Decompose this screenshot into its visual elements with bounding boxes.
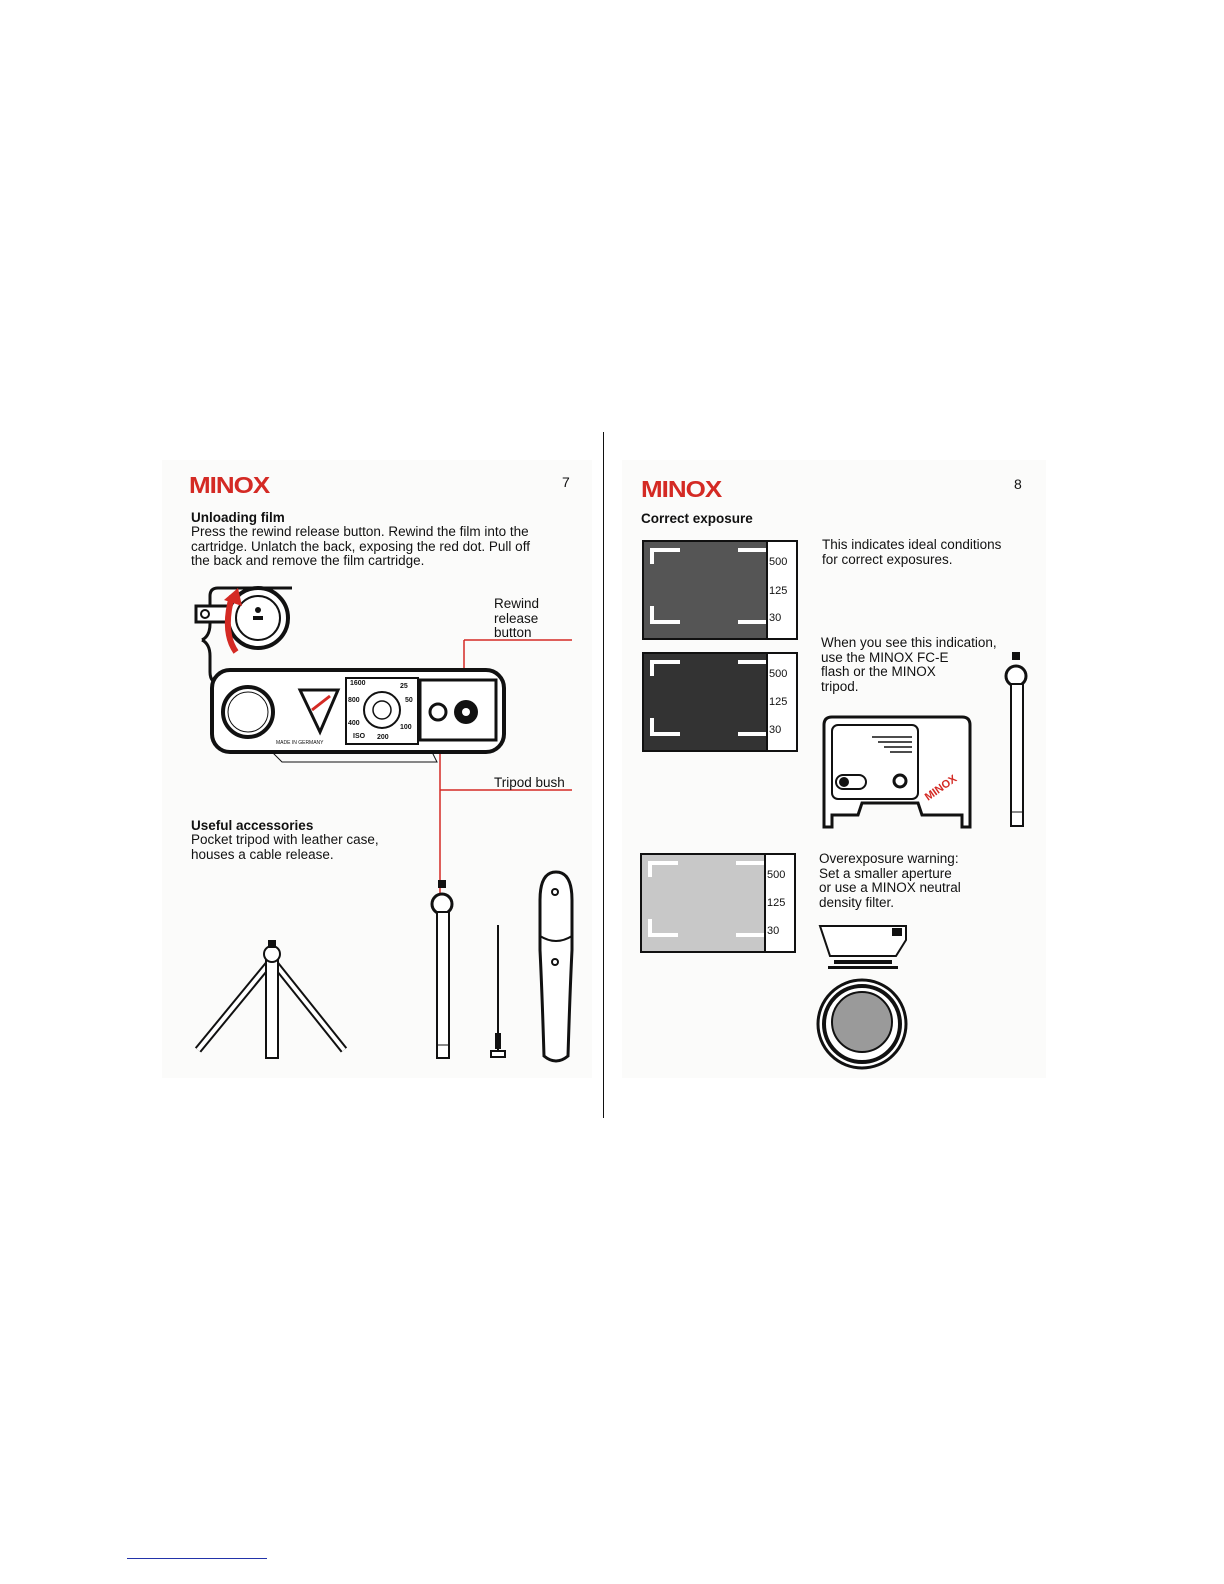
page-number: 7	[562, 474, 570, 490]
correct-exposure-heading: Correct exposure	[641, 511, 753, 526]
flash-illustration	[822, 715, 978, 831]
iso-100: 100	[400, 724, 412, 731]
rewind-release-label: Rewind release button	[494, 596, 540, 641]
unloading-heading: Unloading film	[191, 510, 285, 525]
scale-500: 500	[767, 869, 786, 881]
left-page	[162, 460, 592, 1078]
scale-30: 30	[769, 612, 782, 624]
pocket-tripod-illustration	[190, 940, 360, 1070]
right-page	[622, 460, 1046, 1078]
viewfinder-low-light	[642, 652, 798, 752]
viewfinder-overexposure	[640, 853, 796, 953]
page-number: 8	[1014, 476, 1022, 492]
center-divider	[603, 432, 604, 1118]
iso-200: 200	[377, 734, 389, 741]
frame-marks	[650, 542, 770, 638]
shutter-scale	[766, 542, 796, 638]
scale-125: 125	[767, 897, 786, 909]
scale-125: 125	[769, 696, 788, 708]
leather-case-illustration	[536, 870, 576, 1066]
cable-release-illustration	[490, 925, 506, 1065]
minox-logo: MINOX	[641, 475, 722, 503]
tripod-folded-illustration	[1004, 652, 1028, 832]
viewfinder-ideal	[642, 540, 798, 640]
scale-30: 30	[769, 724, 782, 736]
made-in-germany: MADE IN GERMANY	[276, 740, 324, 746]
iso-1600: 1600	[350, 680, 366, 687]
iso-400: 400	[348, 720, 360, 727]
overexposure-text: Overexposure warning: Set a smaller aperture or use a MINOX neutral density filter.	[819, 851, 961, 910]
iso-800: 800	[348, 697, 360, 704]
nd-filter-illustration	[816, 922, 916, 1072]
scale-500: 500	[769, 668, 788, 680]
ideal-text: This indicates ideal conditions for correct exposures.	[822, 537, 1002, 567]
unloading-body: Press the rewind release button. Rewind the film into the cartridge. Unlatch the back, exposing the red dot. Pull off the back and remove the film cartridge.	[191, 524, 530, 569]
iso-50: 50	[405, 697, 413, 704]
minox-logo: MINOX	[189, 471, 270, 499]
scale-125: 125	[769, 585, 788, 597]
shutter-scale	[764, 855, 794, 951]
frame-marks	[648, 855, 768, 951]
shutter-scale	[766, 654, 796, 750]
frame-marks	[650, 654, 770, 750]
accessories-body: Pocket tripod with leather case, houses a cable release.	[191, 832, 379, 862]
bottom-link-line	[127, 1558, 267, 1559]
tripod-bush-label: Tripod bush	[494, 775, 565, 790]
iso-25: 25	[400, 683, 408, 690]
tripod-folded-illustration	[430, 880, 454, 1070]
svg-text:MINOX: MINOX	[922, 772, 960, 804]
accessories-heading: Useful accessories	[191, 818, 314, 833]
scale-30: 30	[767, 925, 780, 937]
scale-500: 500	[769, 556, 788, 568]
iso-label: ISO	[353, 733, 366, 740]
low-light-text: When you see this indication, use the MINOX FC-E flash or the MINOX tripod.	[821, 635, 997, 694]
